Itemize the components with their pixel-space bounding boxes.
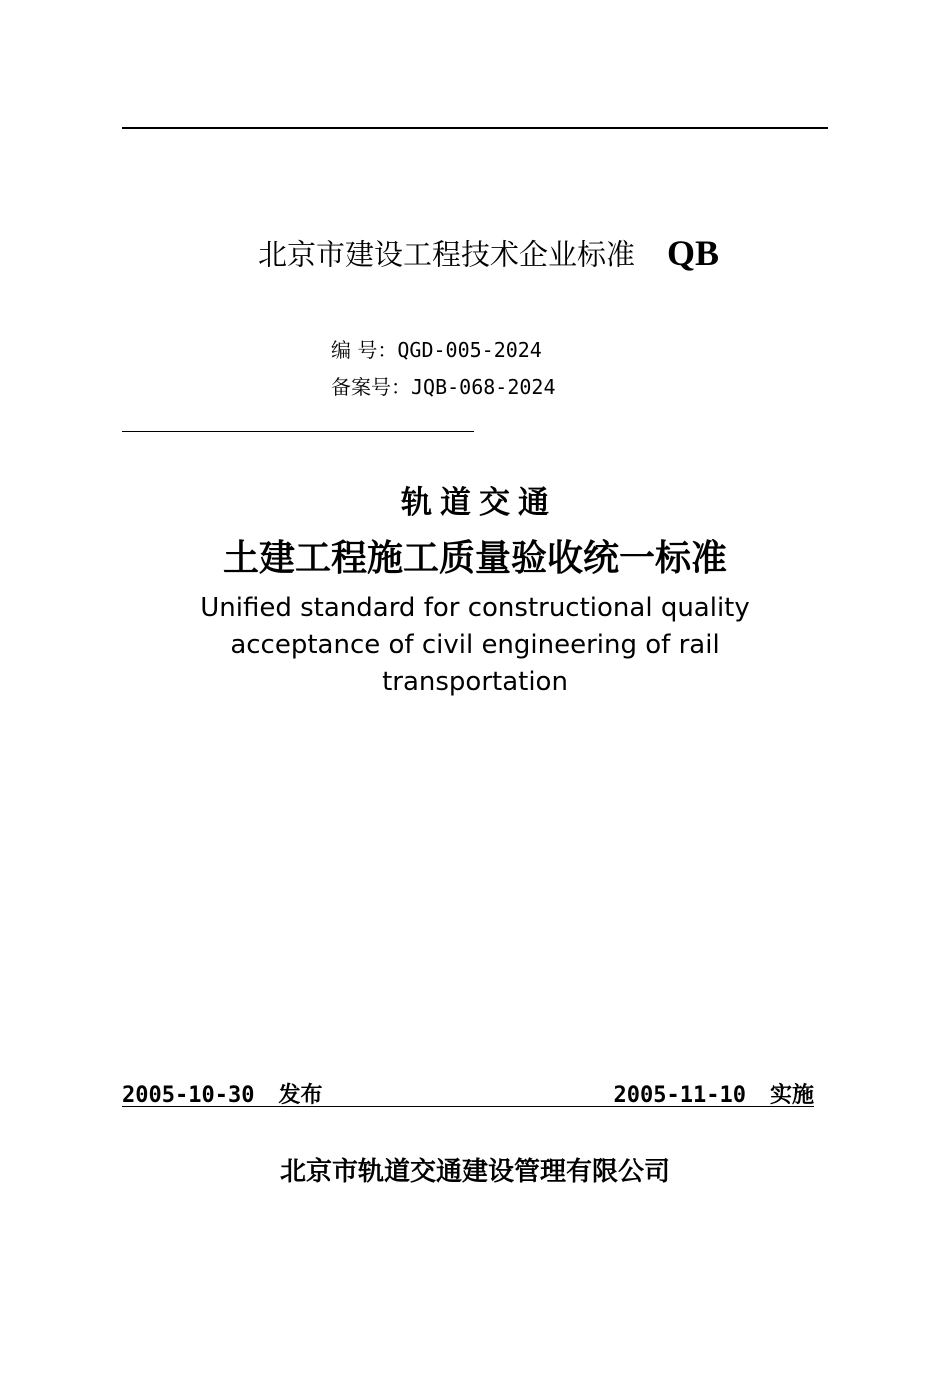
document-title: 土建工程施工质量验收统一标准 (222, 538, 727, 579)
english-title-line: transportation (382, 667, 568, 697)
short-rule (122, 431, 474, 432)
standard-header (258, 232, 719, 274)
filing-number-label: 备案号： (331, 375, 411, 399)
publish-date-block (122, 1078, 322, 1109)
publish-label: 发布 (278, 1083, 323, 1108)
english-title-line: Unified standard for constructional quality (200, 593, 750, 623)
standard-category: 北京市建设工程技术企业标准 (258, 237, 636, 272)
document-number (331, 334, 542, 363)
filing-number-value: JQB-068-2024 (411, 375, 556, 399)
publisher-name: 北京市轨道交通建设管理有限公司 (279, 1157, 670, 1187)
publish-date: 2005-10-30 (122, 1083, 255, 1108)
effective-date: 2005-11-10 (613, 1083, 746, 1108)
document-title-prefix: 轨道交通 (401, 485, 557, 521)
filing-number (331, 371, 556, 400)
top-rule (122, 127, 828, 129)
english-title-line: acceptance of civil engineering of rail (230, 630, 720, 660)
document-title-english (150, 590, 800, 701)
document-number-label: 编 号： (331, 338, 398, 362)
effective-date-block (614, 1078, 814, 1109)
document-number-value: QGD-005-2024 (397, 338, 542, 362)
effective-label: 实施 (769, 1083, 814, 1108)
date-row (122, 1078, 814, 1107)
standard-code: QB (667, 233, 720, 273)
